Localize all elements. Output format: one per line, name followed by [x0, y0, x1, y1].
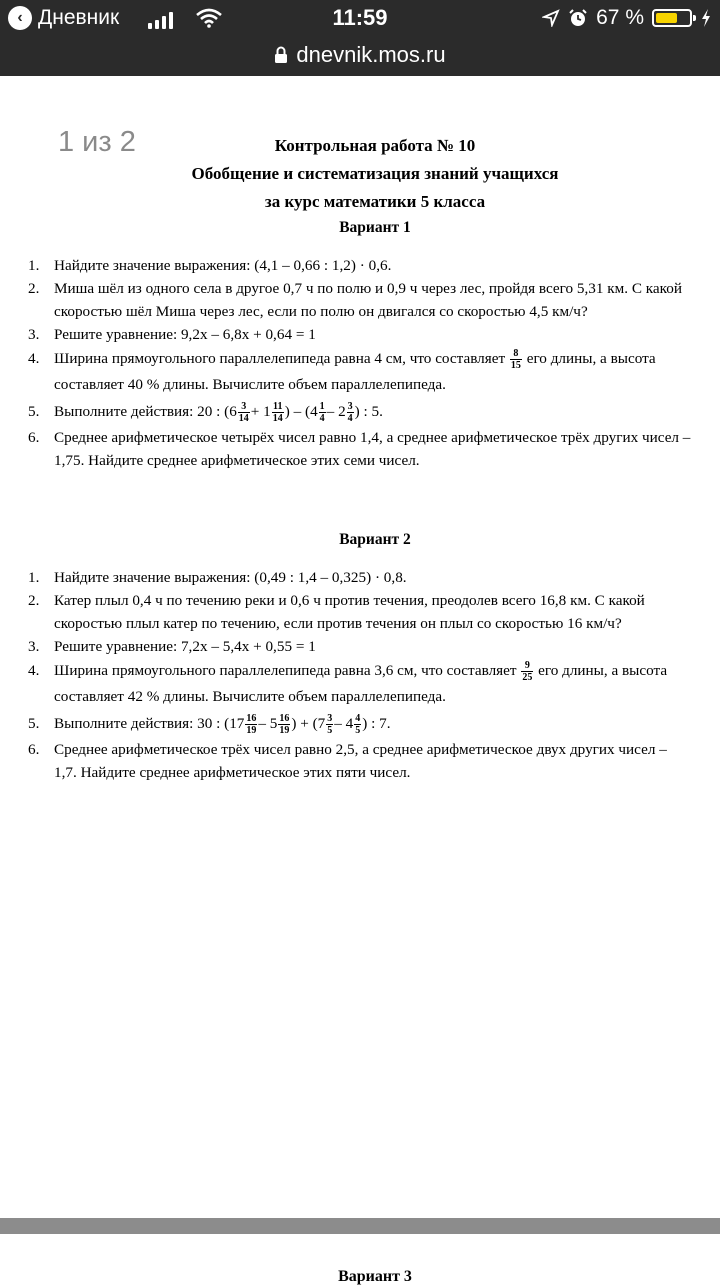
task-item: 4. Ширина прямоугольного параллелепипеда равна 4 см, что составляет $\frac{8}{15}$ его длины, а высота составляет 40 % длины. Вычислите объем параллелепипеда.	[28, 348, 656, 393]
document-title-line-3: за курс математики 5 класса	[264, 192, 486, 211]
page-separator	[0, 1218, 720, 1234]
task-item: 6. Среднее арифметическое трёх чисел равно 2,5, а среднее арифметическое двух других чисел – 1,7. Найдите среднее арифметическое этих пяти чисел.	[28, 741, 667, 781]
status-and-address-bar	[0, 0, 720, 76]
url-text: dnevnik.mos.ru	[296, 42, 446, 67]
fraction: $\frac{1}{4}$	[319, 401, 325, 425]
battery-level	[656, 13, 677, 23]
fraction: $\frac{16}{19}$	[246, 713, 257, 737]
battery-percent: 67 %	[596, 6, 644, 29]
charging-bolt-icon	[700, 8, 712, 28]
lock-icon	[274, 46, 288, 64]
document-page	[0, 132, 720, 784]
task-item: 1. Найдите значение выражения: (4,1 – 0,66 : 1,2) · 0,6.	[28, 257, 392, 274]
task-item: 5. Выполните действия: 30 : (17 $\frac{16}{19}$ – 5 $\frac{16}{19}$ ) + (7 $\frac{3}{5}$ – 4 $\frac{4}{5}$ ) : 7.	[28, 713, 391, 737]
task-item: 3. Решите уравнение: 9,2x – 6,8x + 0,64 = 1	[28, 326, 316, 343]
variant-2-tasks	[0, 566, 720, 784]
fraction: $\frac{16}{19}$	[279, 713, 290, 737]
task-item: 3. Решите уравнение: 7,2x – 5,4x + 0,55 = 1	[28, 638, 316, 655]
fraction: $\frac{8}{15}$	[510, 348, 521, 372]
page-indicator: 1 из 2	[58, 126, 136, 158]
fraction: $\frac{3}{14}$	[238, 401, 249, 425]
task-item: 4. Ширина прямоугольного параллелепипеда равна 3,6 см, что составляет $\frac{9}{25}$ его длины, а высота составляет 42 % длины. Вычислите объем параллелепипеда.	[28, 660, 668, 705]
location-arrow-icon	[542, 9, 560, 27]
task-item: 1. Найдите значение выражения: (0,49 : 1,4 – 0,325) · 0,8.	[28, 569, 407, 586]
variant-1-heading: Вариант 1	[339, 219, 411, 236]
task-item: 2. Катер плыл 0,4 ч по течению реки и 0,6 ч против течения, преодолев всего 16,8 км. С какой скоростью плыл катер по течению, если против течения он плыл со скоростью 16 км/ч?	[28, 592, 645, 632]
fraction: $\frac{3}{5}$	[327, 713, 333, 737]
variant-2-heading: Вариант 2	[339, 531, 411, 548]
status-bar	[0, 0, 720, 38]
variant-1-tasks	[0, 254, 720, 472]
address-bar[interactable]	[0, 38, 720, 72]
document-title-line-2: Обобщение и систематизация знаний учащихся	[191, 164, 559, 183]
chevron-left-icon: ‹	[8, 6, 32, 30]
fraction: $\frac{11}{14}$	[272, 401, 283, 425]
fraction: $\frac{3}{4}$	[347, 401, 353, 425]
back-app-label: Дневник	[38, 6, 120, 29]
task-item: 5. Выполните действия: 20 : (6 $\frac{3}{14}$ + 1 $\frac{11}{14}$ ) – (4 $\frac{1}{4}$ – 2 $\frac{3}{4}$ ) : 5.	[28, 401, 383, 425]
battery-icon	[652, 9, 692, 27]
document-title-line-1: Контрольная работа № 10	[274, 136, 476, 155]
task-item: 2. Миша шёл из одного села в другое 0,7 ч по полю и 0,9 ч через лес, пройдя всего 5,31 км. С какой скоростью шёл Миша через лес, если по полю он двигался со скоростью 4,5 км/ч?	[28, 280, 682, 320]
fraction: $\frac{4}{5}$	[355, 713, 361, 737]
fraction: $\frac{9}{25}$	[522, 660, 533, 684]
next-page-heading: Вариант 3	[338, 1268, 412, 1285]
alarm-icon	[568, 8, 588, 28]
right-status-icons	[542, 6, 712, 30]
clock: 11:59	[332, 5, 388, 30]
task-item: 6. Среднее арифметическое четырёх чисел равно 1,4, а среднее арифметическое трёх других чисел – 1,75. Найдите среднее арифметическое этих семи чисел.	[28, 429, 691, 469]
